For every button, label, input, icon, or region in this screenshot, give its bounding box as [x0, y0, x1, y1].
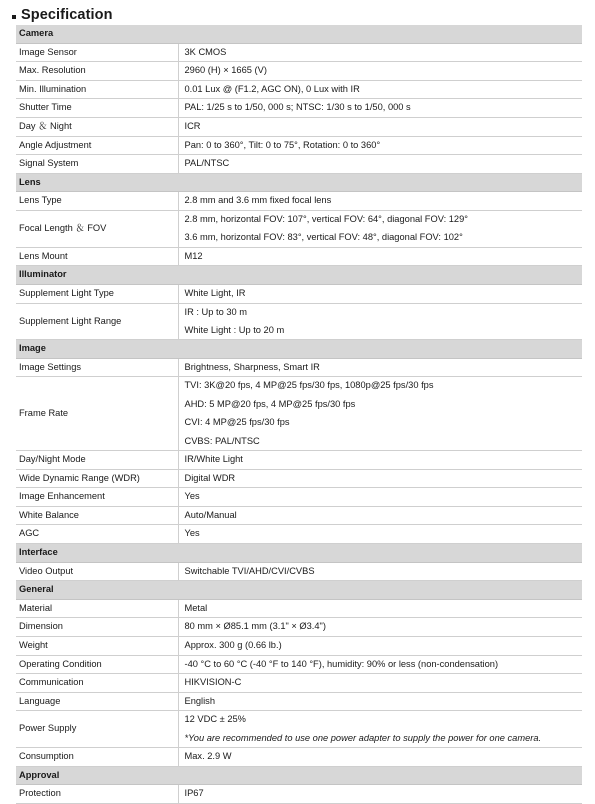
spec-value-cell — [178, 210, 582, 247]
spec-value-cell: 0.01 Lux @ (F1.2, AGC ON), 0 Lux with IR — [178, 80, 582, 99]
spec-row — [16, 99, 582, 118]
spec-row — [16, 62, 582, 81]
spec-value-line: AHD: 5 MP@20 fps, 4 MP@25 fps/30 fps — [185, 395, 583, 413]
spec-value-cell: Digital WDR — [178, 469, 582, 488]
section-header-row — [16, 25, 582, 43]
spec-row — [16, 525, 582, 544]
section-header-row — [16, 266, 582, 285]
spec-label: Lens Mount — [16, 247, 178, 266]
spec-value-line: CVI: 4 MP@25 fps/30 fps — [185, 413, 583, 431]
section-header: Lens — [16, 173, 582, 192]
spec-label: Max. Resolution — [16, 62, 178, 81]
spec-value-cell: IP67 — [178, 785, 582, 804]
spec-label: Operating Condition — [16, 655, 178, 674]
section-header: Camera — [16, 25, 582, 43]
spec-value-line: 12 VDC ± 25% — [184, 714, 246, 725]
spec-label: Focal Length ＆ FOV — [16, 210, 178, 247]
section-header-row — [16, 581, 582, 600]
spec-value-cell: English — [178, 692, 582, 711]
spec-row — [16, 488, 582, 507]
spec-value-cell: PAL: 1/25 s to 1/50, 000 s; NTSC: 1/30 s to 1/50, 000 s — [178, 99, 582, 118]
spec-value-cell: ICR — [178, 117, 582, 136]
spec-row — [16, 636, 582, 655]
spec-row — [16, 785, 582, 804]
spec-label: Day/Night Mode — [16, 451, 178, 470]
section-header: Interface — [16, 544, 582, 563]
spec-row — [16, 711, 582, 748]
spec-row — [16, 655, 582, 674]
section-header: General — [16, 581, 582, 600]
section-header-row — [16, 544, 582, 563]
spec-value-cell: -40 °C to 60 °C (-40 °F to 140 °F), humidity: 90% or less (non-condensation) — [178, 655, 582, 674]
section-header: Illuminator — [16, 266, 582, 285]
spec-value-cell: 3K CMOS — [178, 43, 582, 62]
spec-value-cell — [178, 711, 582, 748]
spec-label: Communication — [16, 674, 178, 693]
spec-row — [16, 43, 582, 62]
spec-value-line: CVBS: PAL/NTSC — [185, 432, 583, 450]
spec-label: White Balance — [16, 506, 178, 525]
spec-label: Frame Rate — [16, 377, 178, 451]
spec-row — [16, 80, 582, 99]
spec-value-line: IR : Up to 30 m — [184, 306, 248, 317]
spec-row — [16, 748, 582, 767]
spec-row — [16, 155, 582, 174]
spec-label: Material — [16, 599, 178, 618]
section-header: Image — [16, 340, 582, 359]
spec-value-line: White Light : Up to 20 m — [185, 321, 583, 339]
spec-label: Image Settings — [16, 358, 178, 377]
spec-value-cell: Auto/Manual — [178, 506, 582, 525]
spec-value-cell: Metal — [178, 599, 582, 618]
spec-label: Signal System — [16, 155, 178, 174]
spec-value-cell: Brightness, Sharpness, Smart IR — [178, 358, 582, 377]
spec-row — [16, 303, 582, 340]
spec-label: Protection — [16, 785, 178, 804]
spec-row — [16, 618, 582, 637]
spec-value-cell: 2.8 mm and 3.6 mm fixed focal lens — [178, 192, 582, 211]
spec-value-line: 2.8 mm, horizontal FOV: 107°, vertical FOV: 64°, diagonal FOV: 129° — [184, 213, 468, 224]
spec-value-cell: 2960 (H) × 1665 (V) — [178, 62, 582, 81]
bullet-icon — [12, 15, 16, 19]
spec-value-cell: White Light, IR — [178, 284, 582, 303]
spec-label: Day ＆ Night — [16, 117, 178, 136]
spec-value-cell: Pan: 0 to 360°, Tilt: 0 to 75°, Rotation: 0 to 360° — [178, 136, 582, 155]
spec-row — [16, 247, 582, 266]
spec-label: Power Supply — [16, 711, 178, 748]
spec-value-line: 3.6 mm, horizontal FOV: 83°, vertical FOV: 48°, diagonal FOV: 102° — [185, 228, 583, 246]
spec-row — [16, 136, 582, 155]
section-header-row — [16, 340, 582, 359]
spec-row — [16, 469, 582, 488]
spec-value-cell: 80 mm × Ø85.1 mm (3.1" × Ø3.4") — [178, 618, 582, 637]
spec-row — [16, 117, 582, 136]
spec-row — [16, 377, 582, 451]
spec-row — [16, 451, 582, 470]
spec-table — [16, 25, 582, 804]
page-title: Specification — [21, 7, 113, 23]
spec-value-cell — [178, 303, 582, 340]
spec-label: Dimension — [16, 618, 178, 637]
spec-label: Language — [16, 692, 178, 711]
spec-row — [16, 562, 582, 581]
spec-value-cell: IR/White Light — [178, 451, 582, 470]
spec-label: Weight — [16, 636, 178, 655]
spec-row — [16, 692, 582, 711]
spec-label: Lens Type — [16, 192, 178, 211]
spec-label: Consumption — [16, 748, 178, 767]
spec-row — [16, 284, 582, 303]
spec-row — [16, 192, 582, 211]
spec-value-line: TVI: 3K@20 fps, 4 MP@25 fps/30 fps, 1080p@25 fps/30 fps — [184, 380, 434, 391]
spec-row — [16, 674, 582, 693]
spec-row — [16, 358, 582, 377]
spec-value-cell: Yes — [178, 488, 582, 507]
spec-label: Min. Illumination — [16, 80, 178, 99]
spec-label: Supplement Light Range — [16, 303, 178, 340]
spec-row — [16, 506, 582, 525]
spec-value-cell — [178, 377, 582, 451]
spec-label: Image Enhancement — [16, 488, 178, 507]
spec-value-cell: PAL/NTSC — [178, 155, 582, 174]
spec-label: Supplement Light Type — [16, 284, 178, 303]
spec-label: Image Sensor — [16, 43, 178, 62]
spec-value-cell: Yes — [178, 525, 582, 544]
spec-value-cell: Approx. 300 g (0.66 lb.) — [178, 636, 582, 655]
section-header: Approval — [16, 766, 582, 785]
spec-value-cell: Max. 2.9 W — [178, 748, 582, 767]
spec-label: Angle Adjustment — [16, 136, 178, 155]
spec-value-line: *You are recommended to use one power adapter to supply the power for one camera. — [185, 729, 583, 747]
spec-value-cell: Switchable TVI/AHD/CVI/CVBS — [178, 562, 582, 581]
section-header-row — [16, 173, 582, 192]
spec-label: AGC — [16, 525, 178, 544]
spec-label: Video Output — [16, 562, 178, 581]
spec-value-cell: M12 — [178, 247, 582, 266]
spec-row — [16, 210, 582, 247]
spec-table-body — [16, 25, 582, 803]
spec-value-cell: HIKVISION-C — [178, 674, 582, 693]
spec-row — [16, 599, 582, 618]
spec-title-row — [12, 6, 113, 24]
spec-label: Wide Dynamic Range (WDR) — [16, 469, 178, 488]
spec-label: Shutter Time — [16, 99, 178, 118]
